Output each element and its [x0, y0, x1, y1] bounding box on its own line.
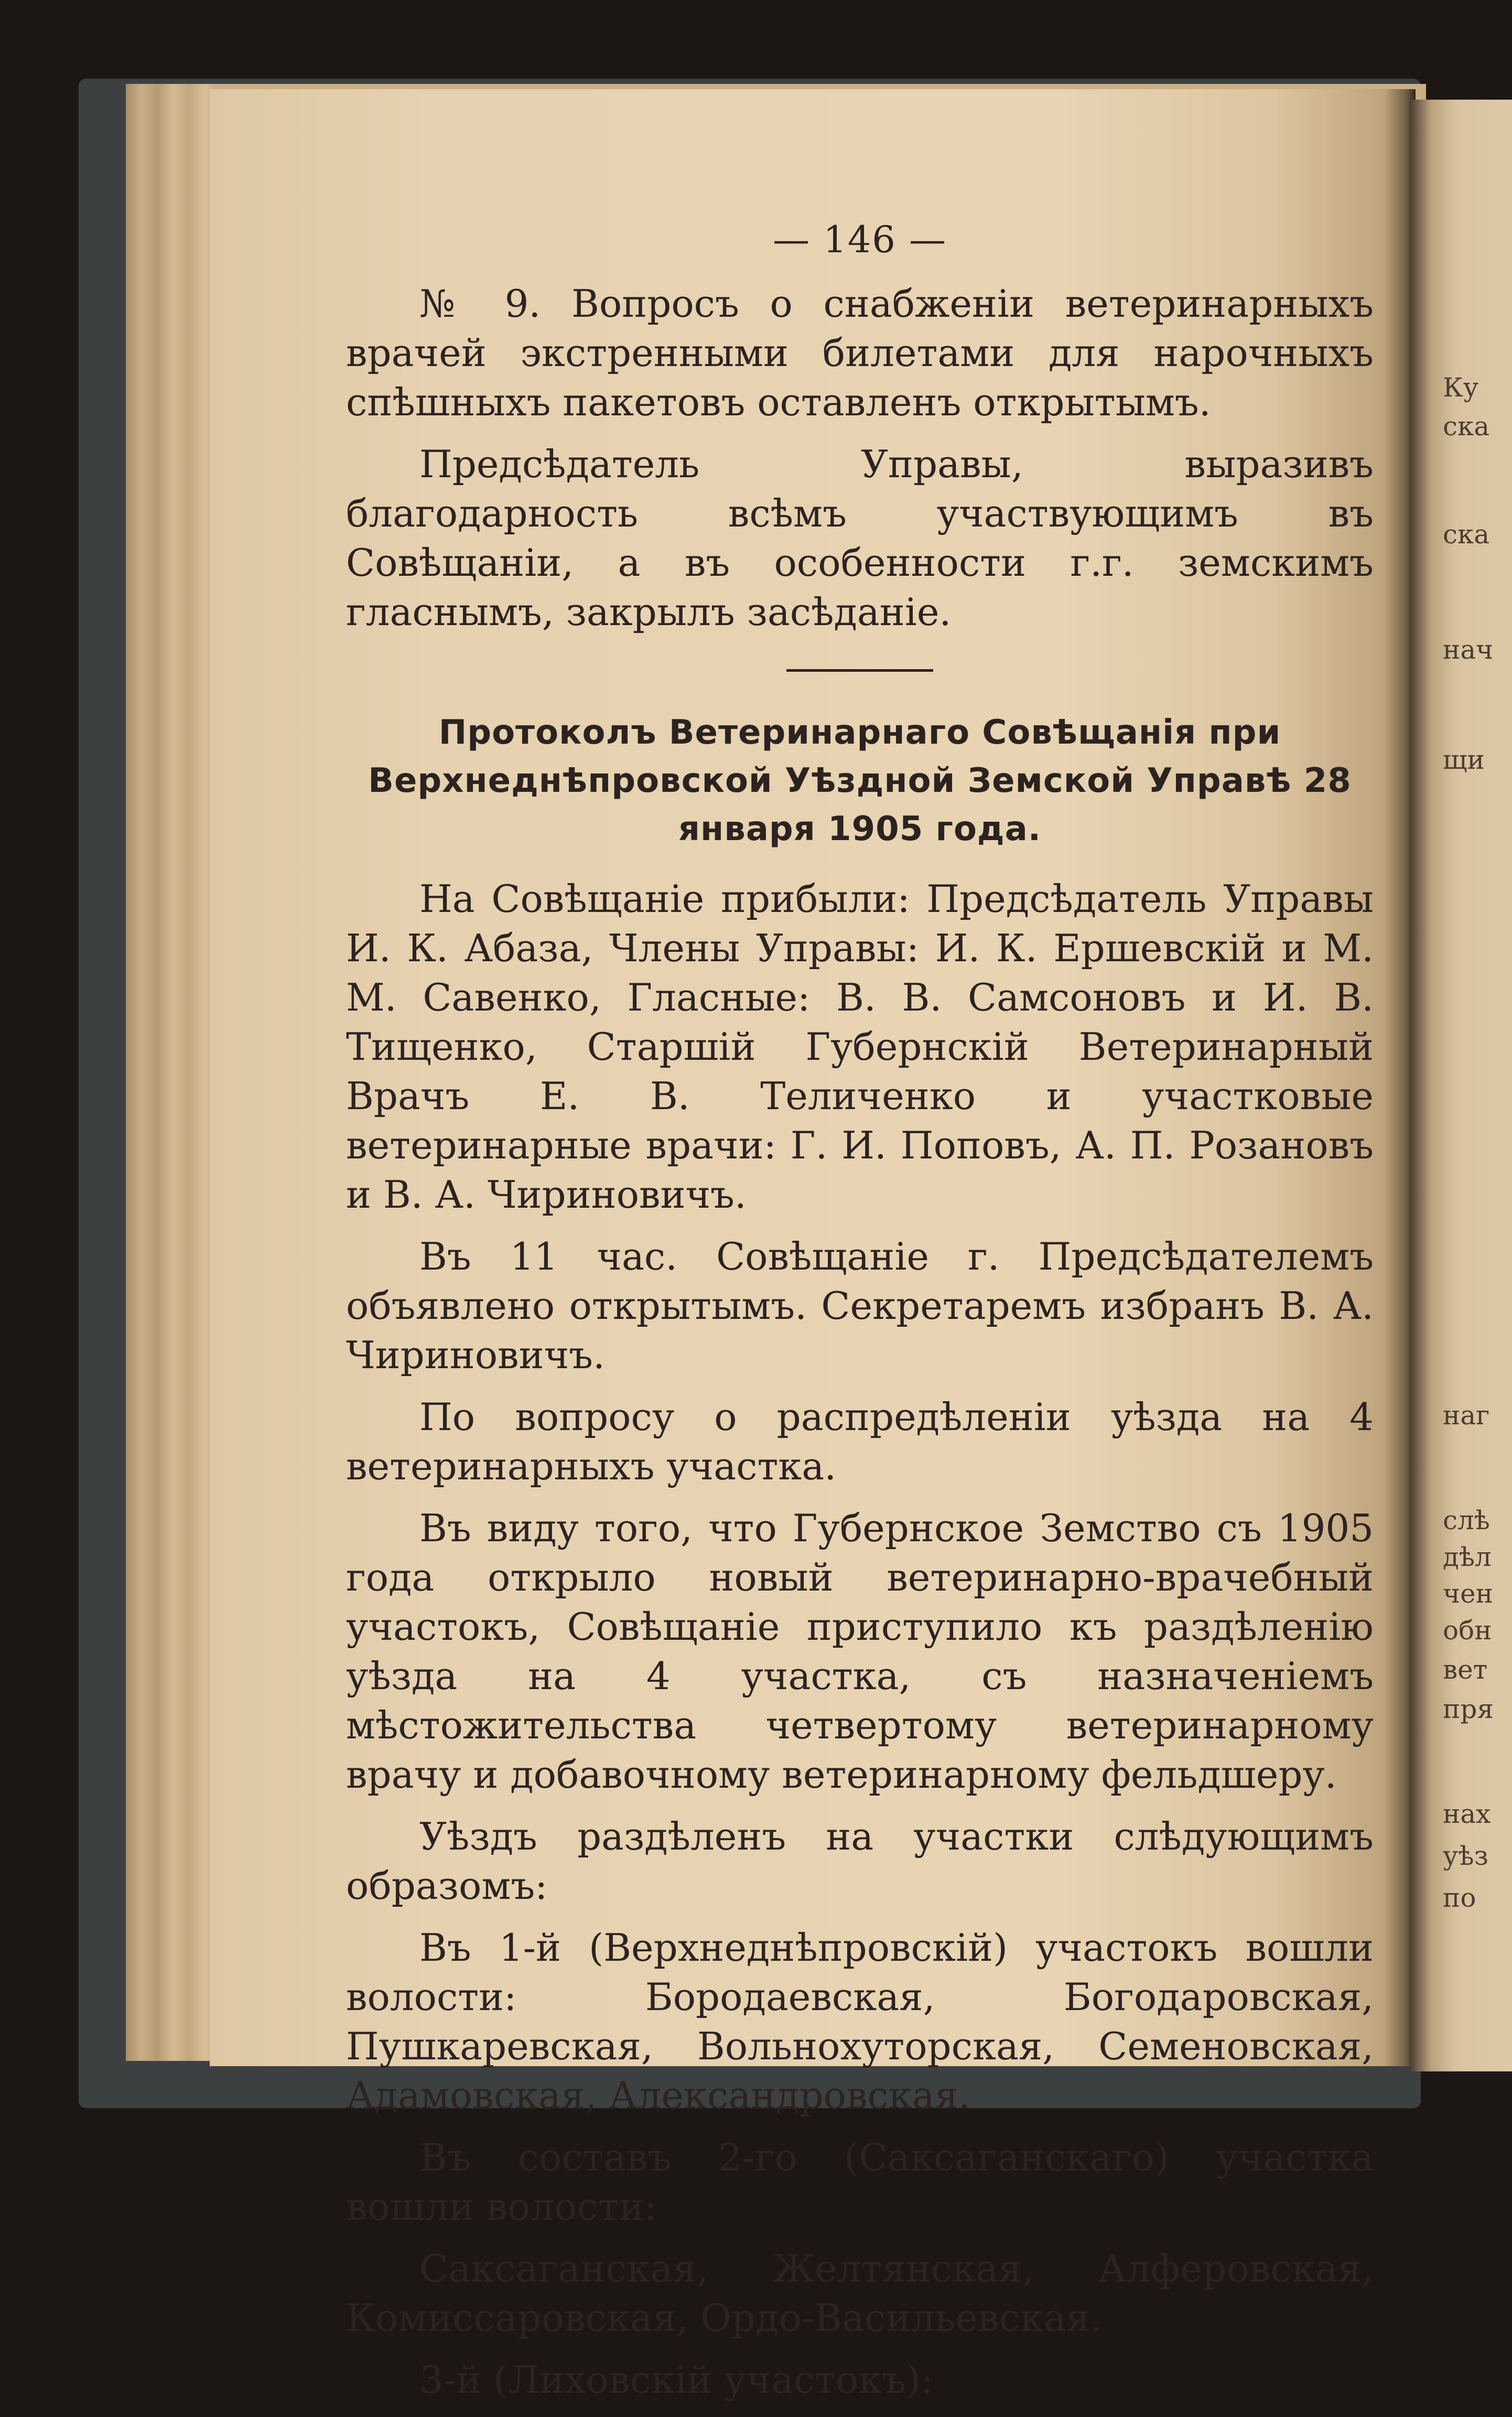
paragraph-question: По вопросу о распредѣленіи уѣзда на 4 ветеринарныхъ участка.: [346, 1395, 1374, 1488]
paragraph-district-2-list: Саксаганская, Желтянская, Алферовская, Комиссаровская, Ордо-Васильевская.: [346, 2247, 1374, 2340]
next-page-fragment: нах: [1443, 1799, 1491, 1829]
next-page-fragment: пря: [1443, 1694, 1494, 1724]
next-page-fragment: чен: [1443, 1578, 1493, 1609]
next-page-edge: [1410, 100, 1512, 2071]
next-page-fragment: уѣз: [1443, 1841, 1488, 1871]
next-page-fragment: по: [1443, 1883, 1476, 1913]
paragraph-district-2-intro: Въ составъ 2-го (Саксаганскаго) участка вошли волости:: [346, 2135, 1374, 2229]
paragraph-division: Уѣздъ раздѣленъ на участки слѣдующимъ образомъ:: [346, 1814, 1374, 1908]
paragraph-opening: Въ 11 час. Совѣщаніе г. Предсѣдателемъ объявлено открытымъ. Секретаремъ избранъ В. А. Чириновичъ.: [346, 1234, 1374, 1377]
next-page-fragment: наг: [1443, 1400, 1490, 1431]
next-page-fragment: нач: [1443, 635, 1494, 665]
next-page-fragment: щи: [1443, 745, 1485, 775]
paragraph-district-3: 3-й (Лиховскій участокъ):: [419, 2358, 934, 2402]
next-page-fragment: ска: [1443, 519, 1490, 550]
page-number: — 146 —: [772, 218, 947, 261]
paragraph-attendees: На Совѣщаніе прибыли: Предсѣдатель Управы И. К. Абаза, Члены Управы: И. К. Ершевскій и М. М. Савенко, Гласные: В. В. Самсоновъ и И. В. Тищенко, Старшій Губернскій Ветеринарный Врачъ Е. В. Теличенко и участковые ветеринарные врачи: Г. И. Поповъ, А. П. Розановъ и В. А. Чириновичъ.: [346, 877, 1374, 1217]
next-page-fragment: Ку: [1443, 372, 1479, 403]
next-page-fragment: слѣ: [1443, 1505, 1490, 1535]
protocol-heading: Протоколъ Ветеринарнаго Совѣщанія при Верхнеднѣпровской Уѣздной Земской Управѣ 28 января 1905 года.: [368, 713, 1352, 848]
paragraph-new-district: Въ виду того, что Губернское Земство съ 1905 года открыло новый ветеринарно-врачебный участокъ, Совѣщаніе приступило къ раздѣленію уѣзда на 4 участка, съ назначеніемъ мѣстожительства четвертому ветеринарному врачу и добавочному ветеринарному фельдшеру.: [346, 1506, 1374, 1797]
section-divider: [786, 669, 933, 672]
paragraph-item-9: № 9. Вопросъ о снабженіи ветеринарныхъ врачей экстренными билетами для нарочныхъ спѣшныхъ пакетовъ оставленъ открытымъ.: [346, 282, 1374, 424]
paragraph-closing: Предсѣдатель Управы, выразивъ благодарность всѣмъ участвующимъ въ Совѣщаніи, а въ особенности г.г. земскимъ гласнымъ, закрылъ засѣданіе.: [346, 442, 1374, 634]
page-content: [346, 215, 1374, 2417]
paragraph-district-1: Въ 1-й (Верхнеднѣпровскій) участокъ вошли волости: Бородаевская, Богодаровская, Пушкаревская, Вольнохуторская, Семеновская, Адамовская, Александровская.: [346, 1926, 1374, 2118]
next-page-fragment: ска: [1443, 411, 1490, 442]
next-page-fragment: вет: [1443, 1655, 1488, 1685]
next-page-fragment: дѣл: [1443, 1542, 1492, 1572]
next-page-fragment: обн: [1443, 1615, 1492, 1646]
